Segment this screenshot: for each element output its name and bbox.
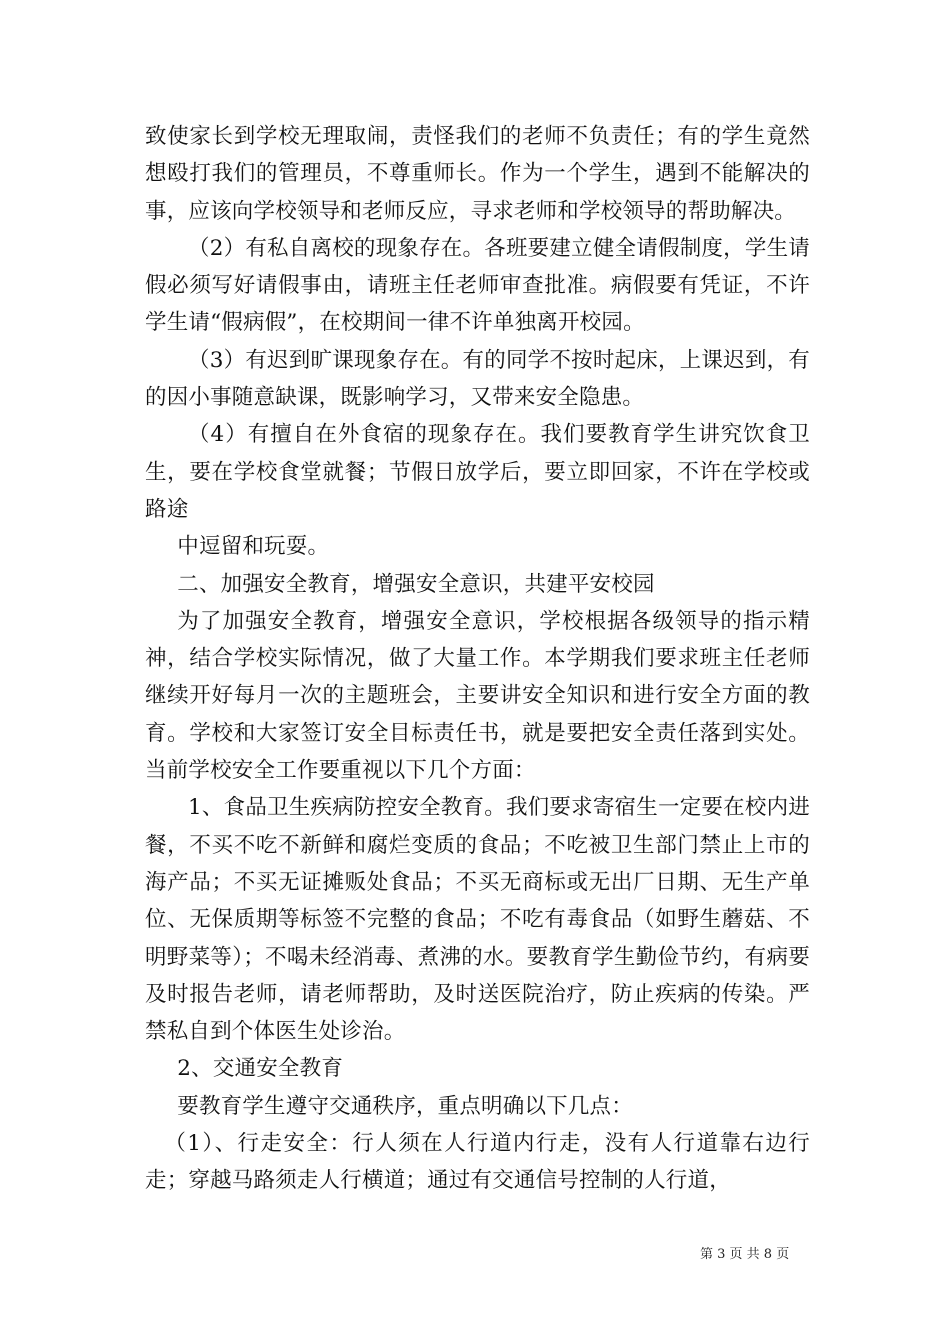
page-number: 第 3 页 共 8 页 <box>700 1247 790 1262</box>
paragraph-continuation: 致使家长到学校无理取闹，责怪我们的老师不负责任；有的学生竟然想殴打我们的管理员，不尊重师长。作为一个学生，遇到不能解决的事，应该向学校领导和老师反应，寻求老师和学校领导的帮助解决。 <box>145 124 810 224</box>
document-body <box>145 118 810 1200</box>
paragraph-item-2: （2）有私自离校的现象存在。各班要建立健全请假制度，学生请假必须写好请假事由，请班主任老师审查批准。病假要有凭证，不许学生请“假病假”，在校期间一律不许单独离开校园。 <box>145 235 810 336</box>
paragraph-traffic-intro: 要教育学生遵守交通秩序，重点明确以下几点： <box>177 1093 633 1119</box>
section-heading-2: 二、加强安全教育，增强安全意识，共建平安校园 <box>177 571 655 597</box>
paragraph-section-2-intro: 为了加强安全教育，增强安全意识，学校根据各级领导的指示精神，结合学校实际情况，做了大量工作。本学期我们要求班主任老师继续开好每月一次的主题班会，主要讲安全知识和进行安全方面的教育。学校和大家签订安全目标责任书，就是要把安全责任落到实处。当前学校安全工作要重视以下几个方面： <box>145 608 810 784</box>
paragraph-item-4-continued: 中逗留和玩耍。 <box>177 534 330 560</box>
paragraph-walking-safety: （1）、行走安全：行人须在人行道内行走，没有人行道靠右边行走；穿越马路须走人行横道；通过有交通信号控制的人行道， <box>145 1131 810 1194</box>
paragraph-item-3: （3）有迟到旷课现象存在。有的同学不按时起床，上课迟到，有的因小事随意缺课，既影响学习，又带来安全隐患。 <box>145 347 810 411</box>
subheading-traffic-safety: 2、交通安全教育 <box>177 1056 344 1082</box>
paragraph-food-safety: 1、食品卫生疾病防控安全教育。我们要求寄宿生一定要在校内进餐，不买不吃不新鲜和腐烂变质的食品；不吃被卫生部门禁止上市的海产品；不买无证摊贩处食品；不买无商标或无出厂日期、无生产单位、无保质期等标签不完整的食品；不吃有毒食品（如野生蘑菇、不明野菜等）；不喝未经消毒、煮沸的水。要教育学生勤俭节约，有病要及时报告老师，请老师帮助，及时送医院治疗，防止疾病的传染。严禁私自到个体医生处诊治。 <box>145 795 810 1045</box>
paragraph-item-4: （4）有擅自在外食宿的现象存在。我们要教育学生讲究饮食卫生，要在学校食堂就餐；节假日放学后，要立即回家，不许在学校或路途 <box>145 422 810 522</box>
